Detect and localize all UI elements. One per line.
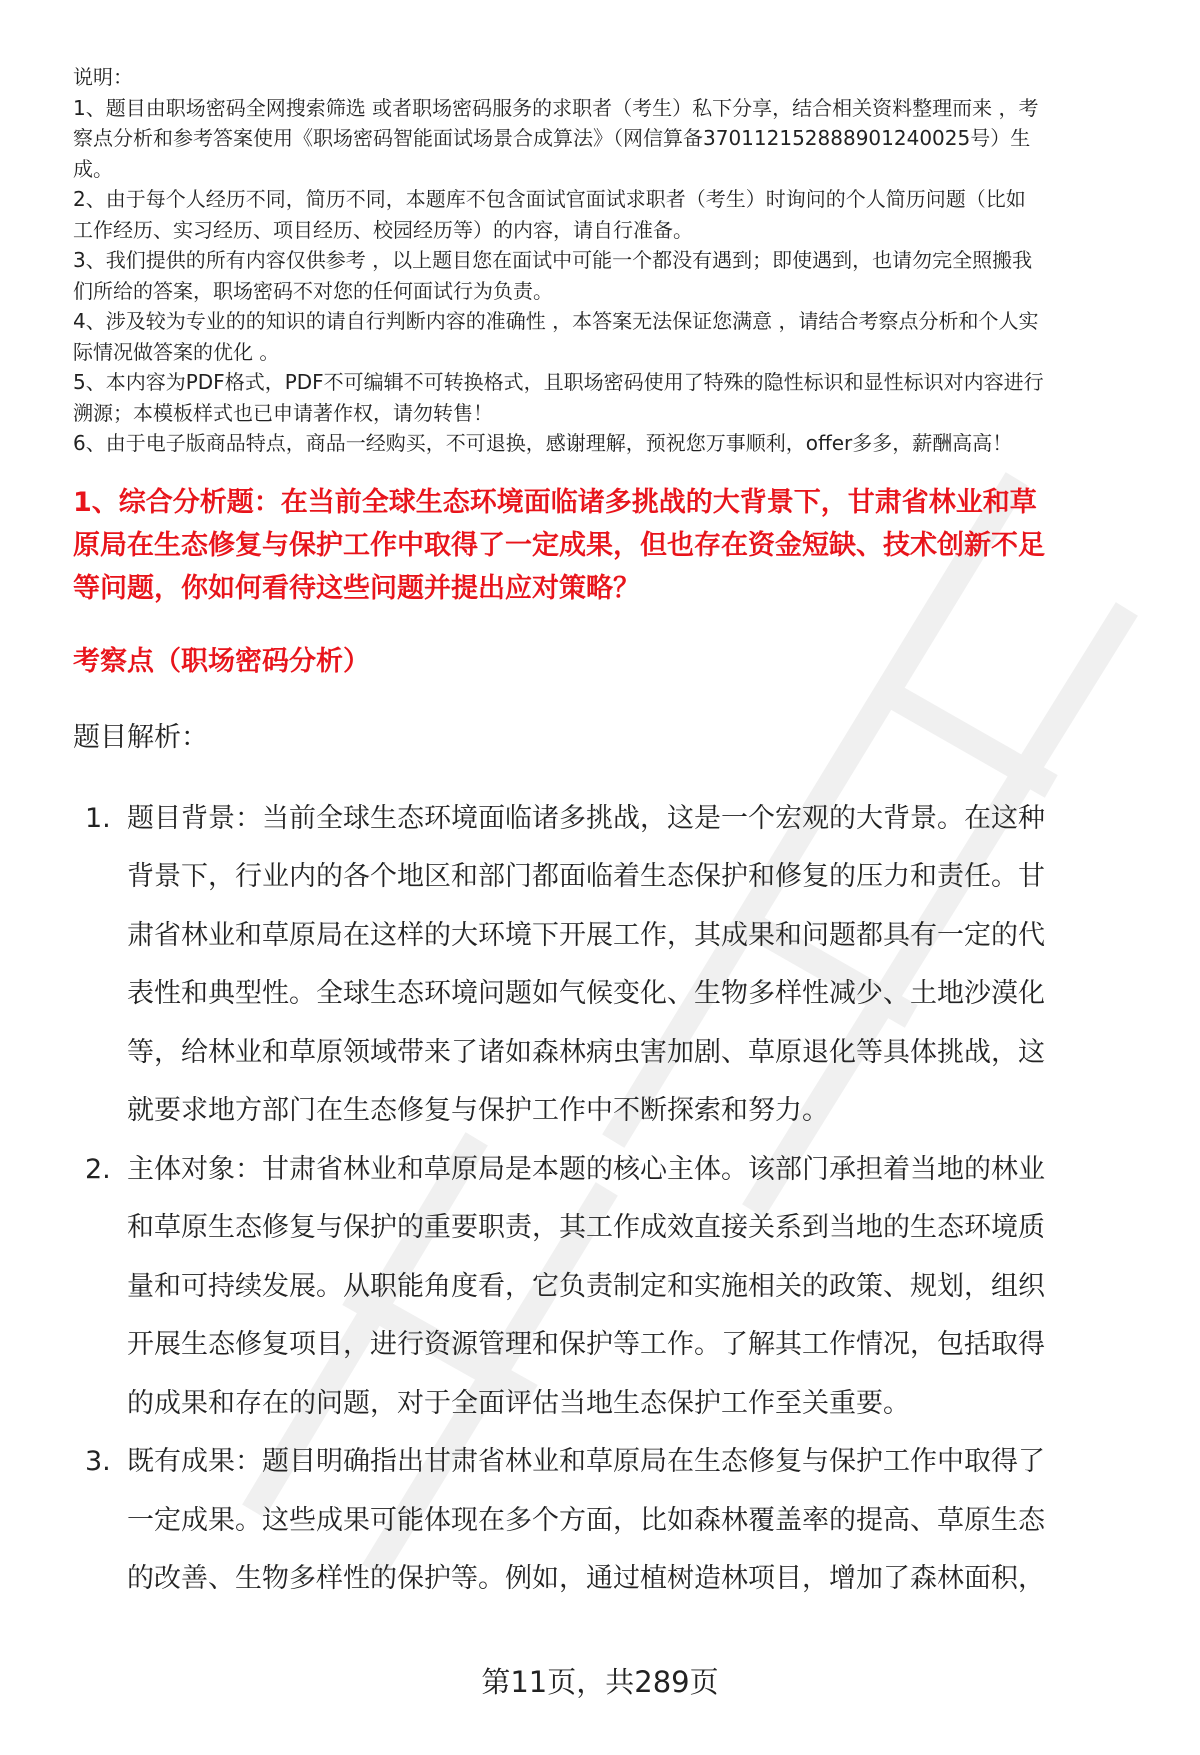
page-content (73, 62, 1153, 1609)
note-line: 成。 (73, 156, 113, 181)
item-line: 肃省林业和草原局在这样的大环境下开展工作，其成果和问题都具有一定的代 (127, 919, 1045, 951)
notes-section (73, 62, 1153, 459)
note-line: 2、由于每个人经历不同，简历不同，本题库不包含面试官面试求职者（考生）时询问的个人简历问题（比如 (73, 187, 1026, 211)
list-item (73, 1433, 1153, 1609)
note-line: 4、涉及较为专业的的知识的请自行判断内容的准确性 ，本答案无法保证您满意 ，请结合考察点分析和个人实 (73, 309, 1039, 333)
list-number: 2. (85, 1153, 111, 1185)
analysis-list (73, 790, 1153, 1609)
question-line: 原局在生态修复与保护工作中取得了一定成果，但也存在资金短缺、技术创新不足 (73, 529, 1045, 561)
analysis-heading: 题目解析： (73, 721, 208, 753)
item-line: 表性和典型性。全球生态环境问题如气候变化、生物多样性减少、土地沙漠化 (127, 978, 1045, 1009)
note-line: 们所给的答案，职场密码不对您的任何面试行为负责。 (73, 278, 553, 303)
note-line: 1、题目由职场密码全网搜索筛选 或者职场密码服务的求职者（考生）私下分享，结合相关资料整理而来 ，考 (73, 95, 1039, 120)
note-line: 溯源；本模板样式也已申请著作权，请勿转售！ (73, 400, 493, 425)
list-item (73, 790, 1153, 1141)
item-line: 一定成果。这些成果可能体现在多个方面，比如森林覆盖率的提高、草原生态 (127, 1504, 1045, 1536)
item-line: 既有成果：题目明确指出甘肃省林业和草原局在生态修复与保护工作中取得了 (127, 1446, 1045, 1477)
note-line: 6、由于电子版商品特点，商品一经购买，不可退换，感谢理解，预祝您万事顺利，offer多多，薪酬高高！ (73, 431, 1013, 455)
item-line: 题目背景：当前全球生态环境面临诸多挑战，这是一个宏观的大背景。在这种 (127, 802, 1045, 834)
note-line: 5、本内容为PDF格式，PDF不可编辑不可转换格式，且职场密码使用了特殊的隐性标识和显性标识对内容进行 (73, 370, 1044, 394)
item-line: 和草原生态修复与保护的重要职责，其工作成效直接关系到当地的生态环境质 (127, 1212, 1045, 1243)
item-line: 背景下，行业内的各个地区和部门都面临着生态保护和修复的压力和责任。甘 (127, 861, 1045, 892)
question-title (73, 481, 1153, 610)
list-number: 3. (85, 1446, 111, 1477)
notes-title: 说明： (73, 65, 133, 89)
list-number: 1. (85, 802, 111, 834)
item-line: 的成果和存在的问题，对于全面评估当地生态保护工作至关重要。 (127, 1387, 910, 1419)
note-line: 际情况做答案的优化 。 (73, 339, 280, 364)
item-line: 量和可持续发展。从职能角度看，它负责制定和实施相关的政策、规划，组织 (127, 1270, 1045, 1302)
question-line: 等问题，你如何看待这些问题并提出应对策略？ (73, 572, 640, 604)
item-line: 等，给林业和草原领域带来了诸如森林病虫害加剧、草原退化等具体挑战，这 (127, 1036, 1045, 1068)
note-line: 3、我们提供的所有内容仅供参考 ，以上题目您在面试中可能一个都没有遇到；即使遇到，也请勿完全照搬我 (73, 248, 1033, 272)
item-line: 主体对象：甘肃省林业和草原局是本题的核心主体。该部门承担着当地的林业 (127, 1153, 1045, 1185)
kaochadian-heading: 考察点（职场密码分析） (73, 645, 370, 677)
note-line: 工作经历、实习经历、项目经历、校园经历等）的内容，请自行准备。 (73, 217, 693, 242)
note-line: 察点分析和参考答案使用《职场密码智能面试场景合成算法》（网信算备370112152888901240025号）生 (73, 126, 1031, 150)
list-item (73, 1141, 1153, 1434)
item-line: 开展生态修复项目，进行资源管理和保护等工作。了解其工作情况，包括取得 (127, 1329, 1045, 1360)
question-line: 1、综合分析题：在当前全球生态环境面临诸多挑战的大背景下，甘肃省林业和草 (73, 486, 1037, 518)
item-line: 就要求地方部门在生态修复与保护工作中不断探索和努力。 (127, 1095, 829, 1126)
page-number: 第11页，共289页 (481, 1665, 719, 1699)
item-line: 的改善、生物多样性的保护等。例如，通过植树造林项目，增加了森林面积， (127, 1563, 1045, 1594)
